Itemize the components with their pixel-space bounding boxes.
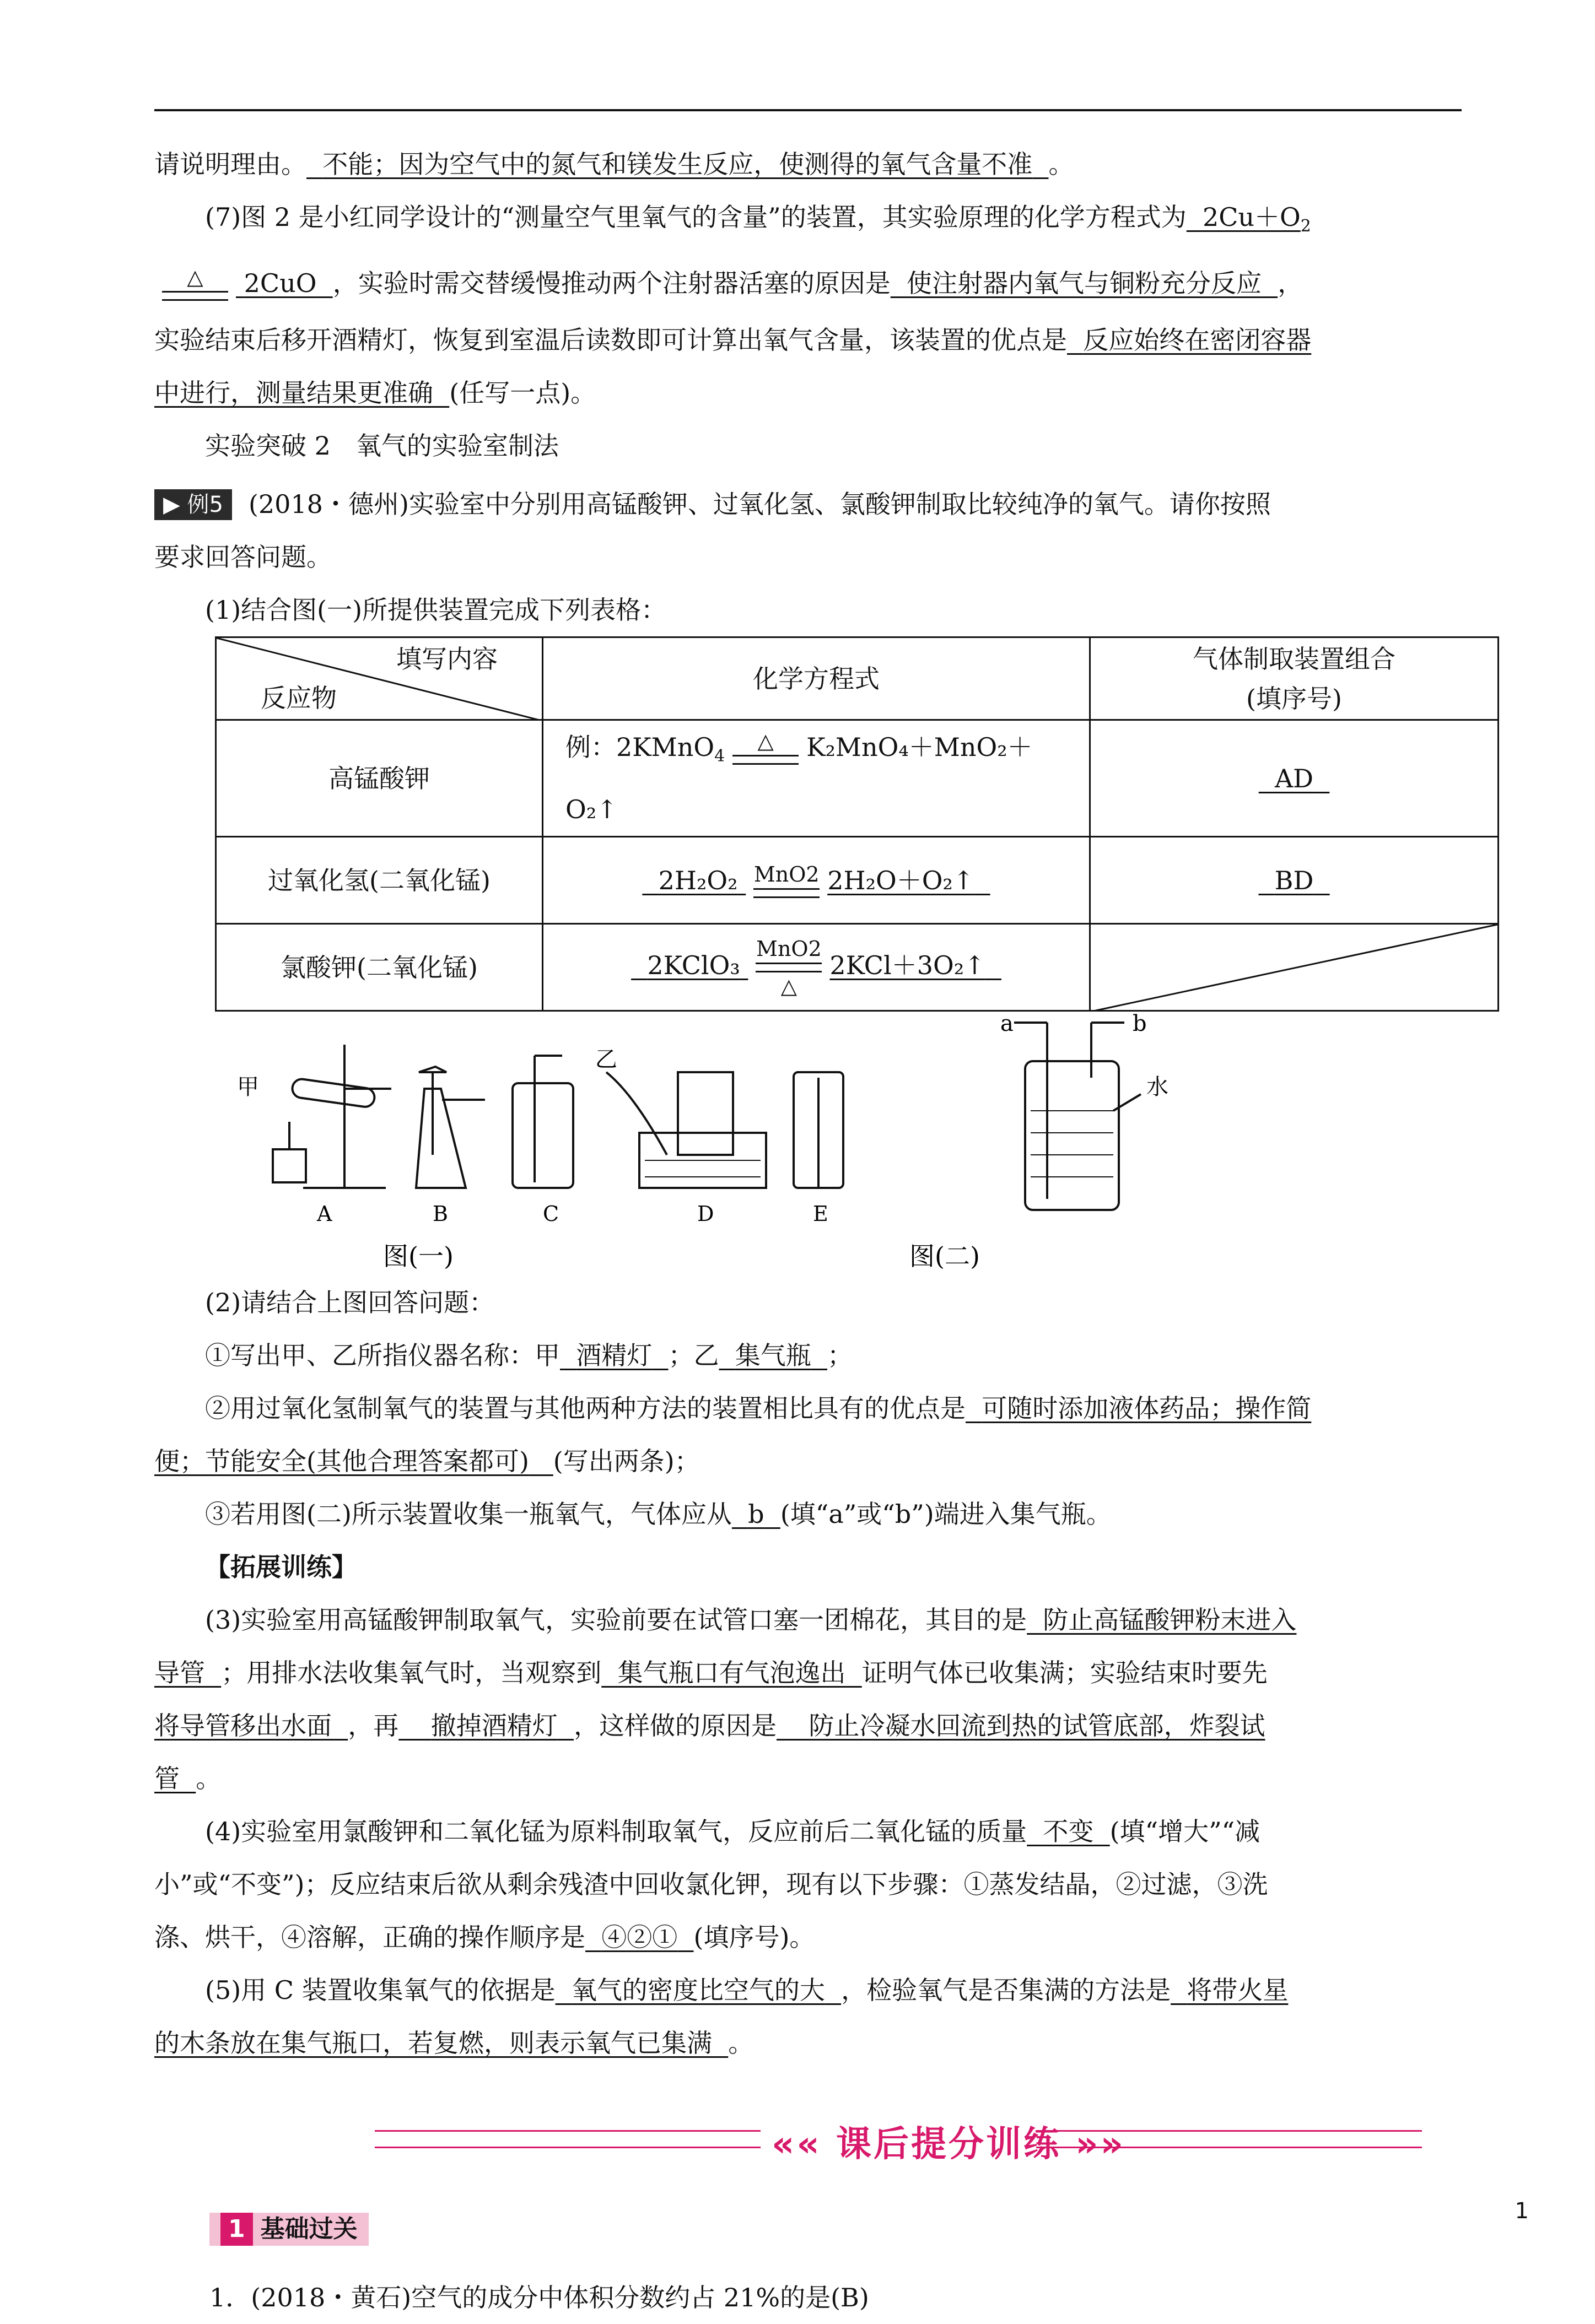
answer xyxy=(719,1341,828,1370)
p7-line3 xyxy=(154,314,1462,366)
section-tag xyxy=(209,2213,369,2246)
banner-line xyxy=(375,2147,761,2148)
q3 xyxy=(154,1593,1462,1646)
answer xyxy=(154,1764,196,1793)
text: (填“增大”“减 xyxy=(1109,1817,1260,1847)
q5-cont xyxy=(154,2017,1462,2069)
reactant-name: 高锰酸钾 xyxy=(216,720,543,837)
h-dev1: 气体制取装置组合 xyxy=(1193,644,1395,674)
q2-item2-cont xyxy=(154,1435,1462,1488)
answer: $2Cu+O_2$ xyxy=(1202,202,1311,236)
answer xyxy=(585,1922,694,1952)
answer-text: 防止高锰酸钾粉末进入 xyxy=(1043,1605,1297,1635)
eq-right: 2H₂O＋O₂↑ xyxy=(827,865,974,895)
reactant-name: 过氧化氢(二氧化锰) xyxy=(216,837,543,924)
reactant-name: 氯酸钾(二氧化锰) xyxy=(216,924,543,1011)
label-C: C xyxy=(543,1202,559,1226)
text: ③若用图(二)所示装置收集一瓶氧气，气体应从 xyxy=(205,1499,732,1529)
device-answer: AD xyxy=(1274,763,1314,793)
diag-line xyxy=(1091,925,1497,1012)
text: 涤、烘干，④溶解，正确的操作顺序是 xyxy=(154,1922,585,1953)
section-label: 基础过关 xyxy=(260,2215,358,2244)
banner-text: 课后提分训练 xyxy=(836,2124,1061,2165)
label-D: D xyxy=(697,1202,714,1226)
caption-fig1: 图(一) xyxy=(383,1241,454,1272)
answer-text: ④②① xyxy=(601,1922,678,1953)
text: 。 xyxy=(728,2028,754,2058)
apparatus-figure xyxy=(154,1012,1462,1276)
answer xyxy=(777,1711,1265,1741)
answer-text: 集气瓶口有气泡逸出 xyxy=(617,1658,846,1688)
answer xyxy=(1171,1975,1288,2005)
label-water: 水 xyxy=(1146,1074,1168,1100)
q3-cont1 xyxy=(154,1646,1462,1699)
equation-cell: 例：2KMnO$_4$ △ K₂MnO₄＋MnO₂＋O₂↑ xyxy=(543,720,1090,837)
label-a: a xyxy=(1000,1012,1014,1037)
label-A: A xyxy=(317,1202,332,1226)
answer xyxy=(154,2028,728,2058)
label-jia: 甲 xyxy=(237,1074,259,1100)
answer xyxy=(1027,1817,1110,1846)
device-answer: BD xyxy=(1274,865,1314,895)
answer-text: 将导管移出水面 xyxy=(154,1711,332,1741)
text: (4)实验室用氯酸钾和二氧化锰为原料制取氧气，反应前后二氧化锰的质量 xyxy=(205,1817,1027,1847)
text: (任写一点)。 xyxy=(449,378,596,408)
header-top: 填写内容 xyxy=(396,644,498,674)
answer-text: 反应始终在密闭容器 xyxy=(1083,325,1312,355)
answer xyxy=(556,1975,842,2005)
p6-reason: 请说明理由。 不能；因为空气中的氮气和镁发生反应，使测得的氧气含量不准 。 xyxy=(154,149,1074,179)
question-1: 1．(2018・黄石)空气的成分中体积分数约占 21%的是(B) xyxy=(209,2283,869,2313)
table-row xyxy=(216,720,1499,837)
answer-text: 导管 xyxy=(154,1658,205,1688)
cond-text: △ xyxy=(757,729,774,754)
reaction-table xyxy=(215,636,1499,1012)
q2-intro: (2)请结合上图回答问题： xyxy=(205,1288,495,1318)
q3-cont3 xyxy=(154,1752,1462,1805)
answer-text: 使注射器内氧气与铜粉充分反应 xyxy=(906,268,1262,299)
answer xyxy=(891,268,1278,298)
header-equation: 化学方程式 xyxy=(543,637,1090,720)
answer xyxy=(601,1658,862,1688)
text: 实验结束后移开酒精灯，恢复到室温后读数即可计算出氧气含量，该装置的优点是 xyxy=(154,325,1067,355)
tag-text: 例5 xyxy=(187,492,223,518)
device-cell-blank xyxy=(1090,924,1499,1011)
answer xyxy=(560,1341,669,1370)
section-2-heading: 实验突破 2 氧气的实验室制法 xyxy=(205,431,559,461)
p7-line4 xyxy=(154,366,1462,419)
q5 xyxy=(154,1964,1462,2017)
text: (5)用 C 装置收集氧气的依据是 xyxy=(205,1975,556,2006)
text: (2018・德州)实验室中分别用高锰酸钾、过氧化氢、氯酸钾制取比较纯净的氧气。请你按照 xyxy=(248,489,1271,520)
equation-cell xyxy=(543,924,1090,1011)
answer-text: 氧气的密度比空气的大 xyxy=(571,1975,825,2006)
answer-text: 酒精灯 xyxy=(576,1341,653,1371)
answer xyxy=(398,1711,574,1741)
equation-cell xyxy=(543,837,1090,924)
page-number: 1 xyxy=(1515,2198,1529,2224)
answer xyxy=(966,1393,1311,1423)
label-yi: 乙 xyxy=(595,1047,617,1073)
text: ；乙 xyxy=(668,1341,719,1371)
cond-text: MnO2 xyxy=(753,862,820,887)
answer-text: 便；节能安全(其他合理答案都可) xyxy=(154,1446,529,1477)
text: ①写出甲、乙所指仪器名称：甲 xyxy=(205,1341,560,1371)
text: (填序号)。 xyxy=(693,1922,815,1953)
eq-text: 2Cu＋O xyxy=(1202,202,1301,232)
extension-title: 【拓展训练】 xyxy=(205,1552,357,1582)
table-header-row xyxy=(216,637,1499,720)
eq-right: K₂MnO₄＋MnO₂＋O₂↑ xyxy=(565,732,1033,825)
text: (填“a”或“b”)端进入集气瓶。 xyxy=(780,1499,1112,1529)
device-cell xyxy=(1090,720,1499,837)
text: ，这样做的原因是 xyxy=(574,1711,777,1741)
q2-item2 xyxy=(154,1382,1462,1435)
table-row xyxy=(216,837,1499,924)
section-tag-row xyxy=(154,2202,1462,2255)
text: (7)图 2 是小红同学设计的“测量空气里氧气的含量”的装置，其实验原理的化学方程式为 xyxy=(205,202,1187,232)
banner-title: «« 课后提分训练 »» xyxy=(772,2124,1125,2165)
text: ，检验氧气是否集满的方法是 xyxy=(841,1975,1171,2006)
example-5 xyxy=(154,478,1462,531)
answer-text: 不变 xyxy=(1043,1817,1094,1847)
text: (写出两条)； xyxy=(553,1446,700,1477)
text: 证明气体已收集满；实验结束时要先 xyxy=(861,1658,1268,1688)
text: 请说明理由。 xyxy=(154,149,306,179)
answer xyxy=(306,149,1049,179)
eq-cond xyxy=(753,864,820,901)
text: ；用排水法收集氧气时，当观察到 xyxy=(221,1658,602,1688)
eq-right: 2KCl＋3O₂↑ xyxy=(829,950,985,980)
label-B: B xyxy=(433,1202,448,1226)
eq-cond xyxy=(732,731,799,768)
answer-text: 集气瓶 xyxy=(735,1341,811,1371)
answer xyxy=(236,268,333,298)
label-b: b xyxy=(1133,1012,1147,1037)
cond-text-2: △ xyxy=(780,974,798,998)
section-banner xyxy=(154,2108,1462,2174)
page-content xyxy=(154,138,1462,2324)
label-E: E xyxy=(813,1202,828,1226)
q2-item3 xyxy=(154,1488,1462,1541)
answer-text: 撤掉酒精灯 xyxy=(430,1711,558,1741)
answer xyxy=(154,1658,221,1688)
eq-left: 2H₂O₂ xyxy=(658,865,738,895)
eq-left: 例：2KMnO xyxy=(565,732,715,763)
q4-cont1: 小”或“不变”)；反应结束后欲从剩余残渣中回收氯化钾，现有以下步骤：①蒸发结晶，②过滤，③洗 xyxy=(154,1869,1268,1900)
answer xyxy=(1067,325,1311,355)
answer xyxy=(1027,1605,1296,1635)
text: ，再 xyxy=(348,1711,399,1741)
prod-text: 2CuO xyxy=(244,268,317,299)
answer xyxy=(154,1711,348,1741)
answer xyxy=(154,378,449,408)
answer-text: 防止冷凝水回流到热的试管底部，炸裂试 xyxy=(809,1711,1265,1741)
diag-header xyxy=(216,637,543,720)
table-row xyxy=(216,924,1499,1011)
header-device xyxy=(1090,637,1499,720)
answer-text: 中进行，测量结果更准确 xyxy=(154,378,433,408)
banner-line xyxy=(375,2130,761,2132)
device-cell xyxy=(1090,837,1499,924)
section-num: 1 xyxy=(220,2213,253,2246)
eq-left: 2KClO₃ xyxy=(647,950,740,980)
h-dev2: (填序号) xyxy=(1246,683,1342,714)
q4 xyxy=(154,1805,1462,1858)
caption-fig2: 图(二) xyxy=(909,1241,980,1272)
answer-text: 管 xyxy=(154,1764,180,1794)
text: ； xyxy=(827,1341,853,1371)
cond-text: MnO2 xyxy=(756,936,822,961)
apparatus-drawing xyxy=(154,1012,1462,1276)
eq-cond xyxy=(756,938,822,997)
cond-text: △ xyxy=(187,265,203,290)
q1: (1)结合图(一)所提供装置完成下列表格： xyxy=(205,595,667,625)
header-bottom: 反应物 xyxy=(261,683,337,714)
answer-text: 可随时添加液体药品；操作简 xyxy=(982,1393,1312,1424)
answer xyxy=(732,1499,780,1529)
q4-cont2 xyxy=(154,1911,1462,1964)
answer-text: 将带火星 xyxy=(1187,1975,1289,2006)
example-5-cont: 要求回答问题。 xyxy=(154,542,332,572)
example-tag: ▶ 例5 xyxy=(154,489,232,520)
reaction-condition xyxy=(162,267,228,304)
answer-text: 不能；因为空气中的氮气和镁发生反应，使测得的氧气含量不准 xyxy=(322,149,1033,179)
text: 。 xyxy=(196,1764,222,1794)
q3-cont2 xyxy=(154,1699,1462,1752)
text: (3)实验室用高锰酸钾制取氧气，实验前要在试管口塞一团棉花，其目的是 xyxy=(205,1605,1027,1635)
p7-line1 xyxy=(154,191,1462,253)
text: ②用过氧化氢制氧气的装置与其他两种方法的装置相比具有的优点是 xyxy=(205,1393,966,1424)
q2-item1 xyxy=(154,1329,1462,1382)
answer xyxy=(154,1446,553,1476)
header-rule xyxy=(154,109,1462,111)
answer-text: 的木条放在集气瓶口，若复燃，则表示氧气已集满 xyxy=(154,2028,712,2058)
text: ，实验时需交替缓慢推动两个注射器活塞的原因是 xyxy=(332,268,891,299)
answer-text: b xyxy=(748,1499,764,1529)
p7-line2: △ 2CuO ，实验时需交替缓慢推动两个注射器活塞的原因是 使注射器内氧气与铜粉充分反应 ， xyxy=(154,253,1462,314)
